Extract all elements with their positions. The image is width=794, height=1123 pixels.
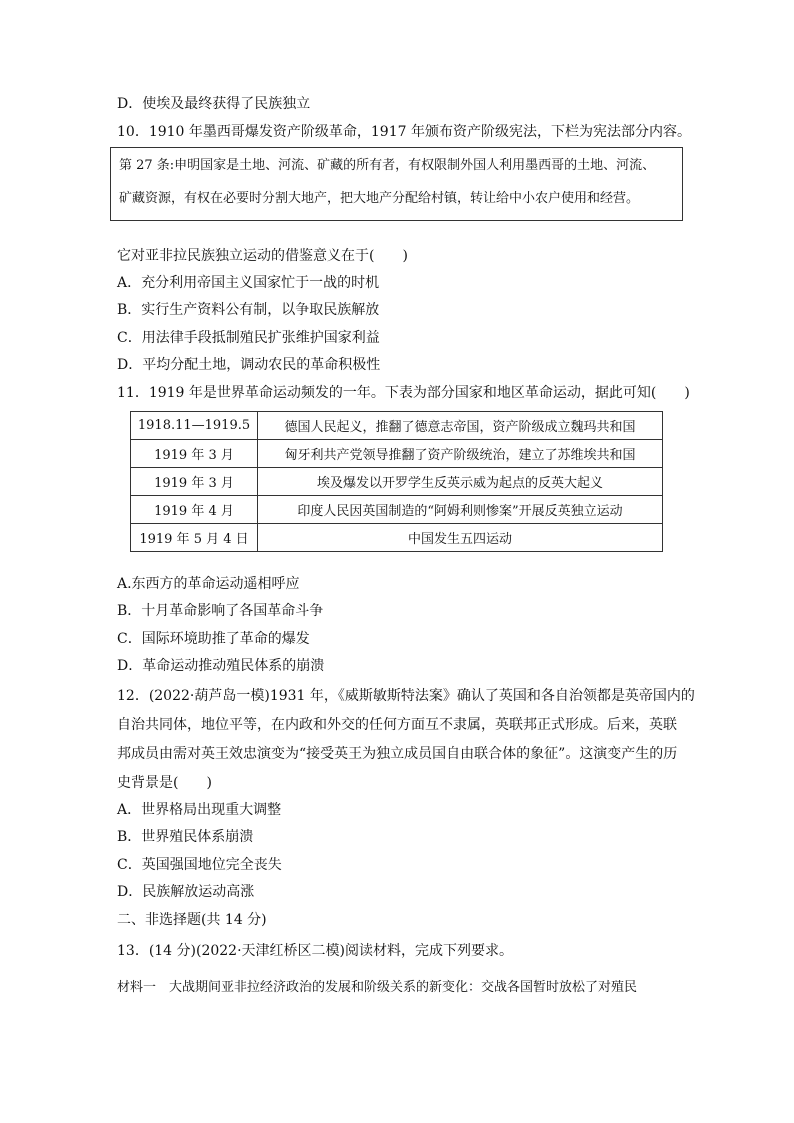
event-description: 匈牙利共产党领导推翻了资产阶级统治，建立了苏维埃共和国 [258,440,663,468]
q10-box-line-1: 第 27 条:申明国家是土地、河流、矿藏的所有者，有权限制外国人利用墨西哥的土地、河流、 [119,158,656,173]
table-row [131,496,663,524]
q12-option-c: C．英国强国地位完全丧失 [117,857,282,873]
table-row [131,412,663,440]
q12-option-d: D．民族解放运动高涨 [117,884,255,900]
q10-option-c: C．用法律手段抵制殖民扩张维护国家利益 [117,330,380,346]
q10-option-b: B．实行生产资料公有制，以争取民族解放 [117,302,380,318]
q12-stem-line-1: 12．(2022·葫芦岛一模)1931 年，《威斯敏斯特法案》确认了英国和各自治领都是英帝国内的 [117,688,695,704]
q10-stem: 10．1910 年墨西哥爆发资产阶级革命，1917 年颁布资产阶级宪法，下栏为宪法部分内容。 [117,124,691,140]
table-row [131,468,663,496]
q11-option-d: D．革命运动推动殖民体系的崩溃 [117,658,325,674]
event-date: 1919 年 3 月 [131,468,258,496]
q13-stem: 13．(14 分)(2022·天津红桥区二模)阅读材料，完成下列要求。 [117,943,514,959]
q10-option-d: D．平均分配土地，调动农民的革命积极性 [117,357,381,373]
event-description: 埃及爆发以开罗学生反英示威为起点的反英大起义 [258,468,663,496]
event-date: 1919 年 5 月 4 日 [131,524,258,552]
event-date: 1918.11—1919.5 [131,412,258,440]
q12-stem-line-3: 邦成员由需对英王效忠演变为“接受英王为独立成员国自由联合体的象征”。这演变产生的历 [117,746,678,762]
q12-stem-line-2: 自治共同体，地位平等，在内政和外交的任何方面互不隶属，英联邦正式形成。后来，英联 [117,717,677,733]
q11-stem: 11．1919 年是世界革命运动频发的一年。下表为部分国家和地区革命运动，据此可知( ) [117,385,690,401]
q11-option-b: B．十月革命影响了各国革命斗争 [117,603,324,619]
q12-stem-line-4: 史背景是( ) [117,775,212,791]
table-row [131,524,663,552]
table-row [131,440,663,468]
event-description: 中国发生五四运动 [258,524,663,552]
q12-option-b: B．世界殖民体系崩溃 [117,829,254,845]
event-date: 1919 年 4 月 [131,496,258,524]
q11-option-c: C．国际环境助推了革命的爆发 [117,631,310,647]
q12-option-a: A．世界格局出现重大调整 [117,802,282,818]
q10-option-a: A．充分利用帝国主义国家忙于一战的时机 [117,275,380,291]
q10-constitution-box [110,147,683,221]
q11-events-table [130,411,663,552]
event-description: 德国人民起义，推翻了德意志帝国，资产阶级成立魏玛共和国 [258,412,663,440]
q13-material: 材料一 大战期间亚非拉经济政治的发展和阶级关系的新变化：交战各国暂时放松了对殖民 [117,980,638,995]
q11-option-a: A.东西方的革命运动遥相呼应 [117,576,300,592]
q9-option-d: D．使埃及最终获得了民族独立 [117,96,311,112]
event-description: 印度人民因英国制造的“阿姆利则惨案”开展反英独立运动 [258,496,663,524]
event-date: 1919 年 3 月 [131,440,258,468]
q10-box-line-2: 矿藏资源，有权在必要时分割大地产，把大地产分配给村镇，转让给中小农户使用和经营。 [119,191,640,206]
q10-question: 它对亚非拉民族独立运动的借鉴意义在于( ) [117,248,408,264]
section-heading: 二、非选择题(共 14 分) [117,912,267,928]
